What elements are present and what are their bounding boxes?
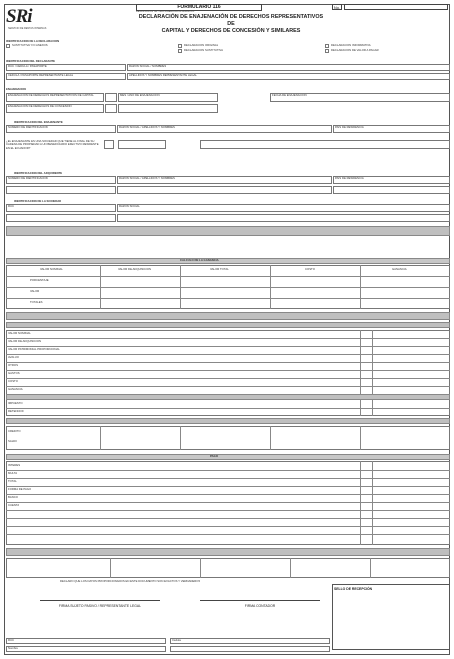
line-sep-3: [6, 354, 450, 355]
enajenante-pais-label: PAÍS DE RESIDENCIA: [335, 126, 364, 129]
cred-vr-3: [270, 426, 271, 450]
enaj-row-2-label: ENAJENACIÓN DE DERECHOS DE CONCESIÓN: [8, 105, 72, 108]
section-declarante-title: IDENTIFICACIÓN DEL DECLARANTE: [6, 60, 56, 63]
enajenante-benef-id[interactable]: [118, 140, 166, 149]
enaj-mes-label: MES / AÑO DE ENAJENACIÓN: [120, 94, 160, 97]
checkbox-2[interactable]: [178, 44, 182, 48]
line-2: VALOR DE ADQUISICIÓN: [8, 340, 42, 343]
enajenante-name-label: RAZÓN SOCIAL / APELLIDOS Y NOMBRES: [119, 126, 175, 129]
section-sociedad-title: IDENTIFICACIÓN DE LA SOCIEDAD: [14, 200, 62, 203]
pago-detail-table: [6, 558, 450, 578]
calc-h5: GANANCIA: [392, 268, 407, 271]
calc-hr-3: [6, 298, 450, 299]
gray-band-5: [6, 418, 450, 424]
adquirente-name-field-2[interactable]: [117, 186, 332, 194]
gray-band-3: [6, 322, 450, 328]
rep-name-label: APELLIDOS Y NOMBRES REPRESENTANTE LEGAL: [129, 74, 197, 77]
pago-vr-1: [360, 461, 361, 545]
sig-ruc-label: RUC: [8, 639, 15, 642]
det-vr-2: [200, 558, 201, 578]
decl-opt-4: DECLARACIÓN INFORMATIVA: [331, 44, 371, 47]
pago-item-6: CUENTA: [8, 504, 20, 507]
calculo-bar: [6, 258, 450, 264]
pago-sep-3: [6, 486, 450, 487]
enajenante-benef-name[interactable]: [200, 140, 450, 149]
checkbox-1[interactable]: [6, 44, 10, 48]
enaj-row-1-label: ENAJENACIÓN DE DERECHOS REPRESENTATIVOS DE CAPITAL: [8, 94, 94, 97]
enajenante-question: ¿EL ENAJENANTE ES UNA SOCIEDAD QUE TIENE AL FINAL DE SU CADENA DE PROPIEDAD A UN BENEFICIARIO EFECTIVO RESIDENTE EN EL ECUADOR?: [6, 140, 99, 150]
decl-opt-2: DECLARACIÓN ORIGINAL: [184, 44, 219, 47]
enaj-check-1[interactable]: [105, 93, 117, 102]
line-sep-1: [6, 338, 450, 339]
resolution-text: RESOLUCION No. NAC-DGERCGC15-00000XXX: [136, 10, 195, 13]
pago-table: [6, 461, 450, 545]
sociedad-name-field-2[interactable]: [117, 214, 450, 222]
gray-band-1: [6, 226, 450, 236]
checkbox-3[interactable]: [178, 49, 182, 53]
pago-vr-2: [372, 461, 373, 545]
sociedad-name-label: RAZÓN SOCIAL: [119, 205, 140, 208]
enaj-check-2[interactable]: [105, 104, 117, 113]
credito-table: [6, 426, 450, 450]
calc-vr-1: [100, 265, 101, 309]
sig-ced-field[interactable]: [170, 638, 330, 644]
pago-item-4: FORMA DE PAGO: [8, 488, 32, 491]
decl-opt-3: DECLARACIÓN SUSTITUTIVA: [184, 49, 223, 52]
sri-logo: SRi: [6, 6, 32, 27]
adquirente-pais-field-2[interactable]: [333, 186, 450, 194]
pago-sep-1: [6, 470, 450, 471]
sociedad-ruc-field-2[interactable]: [6, 214, 116, 222]
det-vr-3: [290, 558, 291, 578]
lines-vr-1: [360, 330, 361, 416]
line-sep-6: [6, 378, 450, 379]
line-sep-2: [6, 346, 450, 347]
calc-hr-1: [6, 276, 450, 277]
lines-vr-2: [372, 330, 373, 416]
adquirente-name-label: RAZÓN SOCIAL / APELLIDOS Y NOMBRES: [119, 177, 175, 180]
sig-ruc-field[interactable]: [6, 638, 166, 644]
line-5: OTROS: [8, 364, 18, 367]
calc-row-2: VALOR: [30, 290, 40, 293]
calc-hr-2: [6, 287, 450, 288]
razon-field[interactable]: [127, 64, 450, 71]
sig-label-1: FIRMA SUJETO PASIVO / REPRESENTANTE LEGAL: [58, 604, 142, 608]
line-8: GANANCIA: [8, 388, 23, 391]
checkbox-4[interactable]: [325, 44, 329, 48]
reception-stamp-box: [332, 584, 450, 650]
cred-vr-1: [100, 426, 101, 450]
adquirente-id-label: NÚMERO DE IDENTIFICACIÓN: [8, 177, 49, 180]
pago-sep-8: [6, 526, 450, 527]
line-1: VALOR NOMINAL: [8, 332, 31, 335]
calc-vr-3: [270, 265, 271, 309]
section-calculo-title: CÁLCULO DE LA GANANCIA: [180, 259, 219, 262]
adquirente-pais-label: PAÍS DE RESIDENCIA: [335, 177, 364, 180]
cred-vr-2: [180, 426, 181, 450]
enaj-fecha-label: FECHA DE ENAJENACIÓN: [272, 94, 307, 97]
form-code: FORMULARIO 116: [136, 4, 262, 11]
calc-h2: VALOR DE ADQUISICIÓN: [118, 268, 152, 271]
sig-name-label: Nombre: [8, 647, 18, 650]
reception-stamp-title: SELLO DE RECEPCIÓN: [334, 587, 373, 591]
sig-name-field[interactable]: [6, 646, 166, 652]
sig-ced-field-2[interactable]: [170, 646, 330, 652]
line-12: SALDO: [8, 440, 18, 443]
section-enajenante-title: IDENTIFICACIÓN DEL ENAJENANTE: [14, 121, 63, 124]
pago-sep-9: [6, 534, 450, 535]
checkbox-5[interactable]: [325, 49, 329, 53]
line-sep-9: [6, 408, 450, 409]
declaro-text: DECLARO QUE LOS DATOS PROPORCIONADOS EN ESTE DOCUMENTO SON EXACTOS Y VERDADEROS: [60, 580, 201, 583]
pago-bar: [6, 454, 450, 460]
line-9: IMPUESTO: [8, 402, 23, 405]
form-title: [136, 14, 326, 35]
title-line-1: DECLARACIÓN DE ENAJENACIÓN DE DERECHOS REPRESENTATIVOS DE: [138, 14, 324, 27]
line-6: GASTOS: [8, 372, 20, 375]
line-sep-4: [6, 362, 450, 363]
pago-item-5: BANCO: [8, 496, 18, 499]
cred-vr-4: [360, 426, 361, 450]
gray-band-2: [6, 312, 450, 320]
calc-vr-4: [360, 265, 361, 309]
sig-ced-label: Cédula: [172, 639, 181, 642]
razon-label: RAZÓN SOCIAL / NOMBRES: [129, 65, 167, 68]
sig-line-2: [200, 600, 320, 601]
calc-vr-2: [180, 265, 181, 309]
section-pago-title: PAGO: [210, 455, 219, 458]
section-enajenacion-title: ENAJENACIÓN: [6, 88, 27, 91]
line-4: AVALÚO: [8, 356, 19, 359]
pago-sep-5: [6, 502, 450, 503]
line-sep-7: [6, 386, 450, 387]
line-3: VALOR PATRIMONIAL PROPORCIONAL: [8, 348, 60, 351]
form-number-label: No.: [333, 5, 341, 10]
line-11: CRÉDITO: [8, 430, 21, 433]
pago-detail-bar: [6, 548, 450, 556]
pago-item-1: INTERÉS: [8, 464, 21, 467]
calc-row-1: PORCENTAJE: [30, 279, 49, 282]
sociedad-name-field[interactable]: [117, 204, 450, 212]
enaj-mes-field-2[interactable]: [118, 104, 218, 113]
section-declaracion-title: IDENTIFICACIÓN DE LA DECLARACIÓN: [6, 40, 60, 43]
det-vr-4: [370, 558, 371, 578]
sociedad-ruc-field[interactable]: [6, 204, 116, 212]
logo-subtitle: SERVICIO DE RENTAS INTERNAS: [8, 27, 47, 30]
calc-h1: VALOR NOMINAL: [40, 268, 63, 271]
gray-band-4: [6, 394, 450, 400]
pago-sep-6: [6, 510, 450, 511]
line-7: COSTO: [8, 380, 18, 383]
pago-sep-4: [6, 494, 450, 495]
calc-h4: COSTO: [305, 268, 315, 271]
ruc-label: RUC / CÉDULA / PASAPORTE: [8, 65, 47, 68]
sig-label-2: FIRMA CONTADOR: [244, 604, 276, 608]
rep-id-label: CÉDULA / PASAPORTE REPRESENTANTE LEGAL: [8, 74, 74, 77]
lines-table: [6, 330, 450, 416]
sig-line-1: [40, 600, 160, 601]
form-serial-field[interactable]: [344, 4, 448, 10]
title-line-2: CAPITAL Y DERECHOS DE CONCESIÓN Y SIMILARES: [161, 28, 301, 34]
decl-opt-5: DECLARACIÓN DE VALOR A PAGAR: [331, 49, 379, 52]
decl-opt-1: SUSTITUTIVA Y/O ANEXOS: [12, 44, 48, 47]
section-adquirente-title: IDENTIFICACIÓN DEL ADQUIRENTE: [14, 172, 63, 175]
pago-item-2: MULTA: [8, 472, 18, 475]
enajenante-id-label: NÚMERO DE IDENTIFICACIÓN: [8, 126, 49, 129]
det-vr-1: [110, 558, 111, 578]
adquirente-id-field-2[interactable]: [6, 186, 116, 194]
pago-sep-2: [6, 478, 450, 479]
calc-h3: VALOR TOTAL: [210, 268, 229, 271]
sociedad-ruc-label: RUC: [8, 205, 15, 208]
enajenante-yes[interactable]: [104, 140, 114, 149]
pago-item-3: TOTAL: [8, 480, 17, 483]
line-sep-5: [6, 370, 450, 371]
pago-sep-7: [6, 518, 450, 519]
line-10: RETENCIÓN: [8, 410, 25, 413]
calc-row-3: TOTALES: [30, 301, 43, 304]
